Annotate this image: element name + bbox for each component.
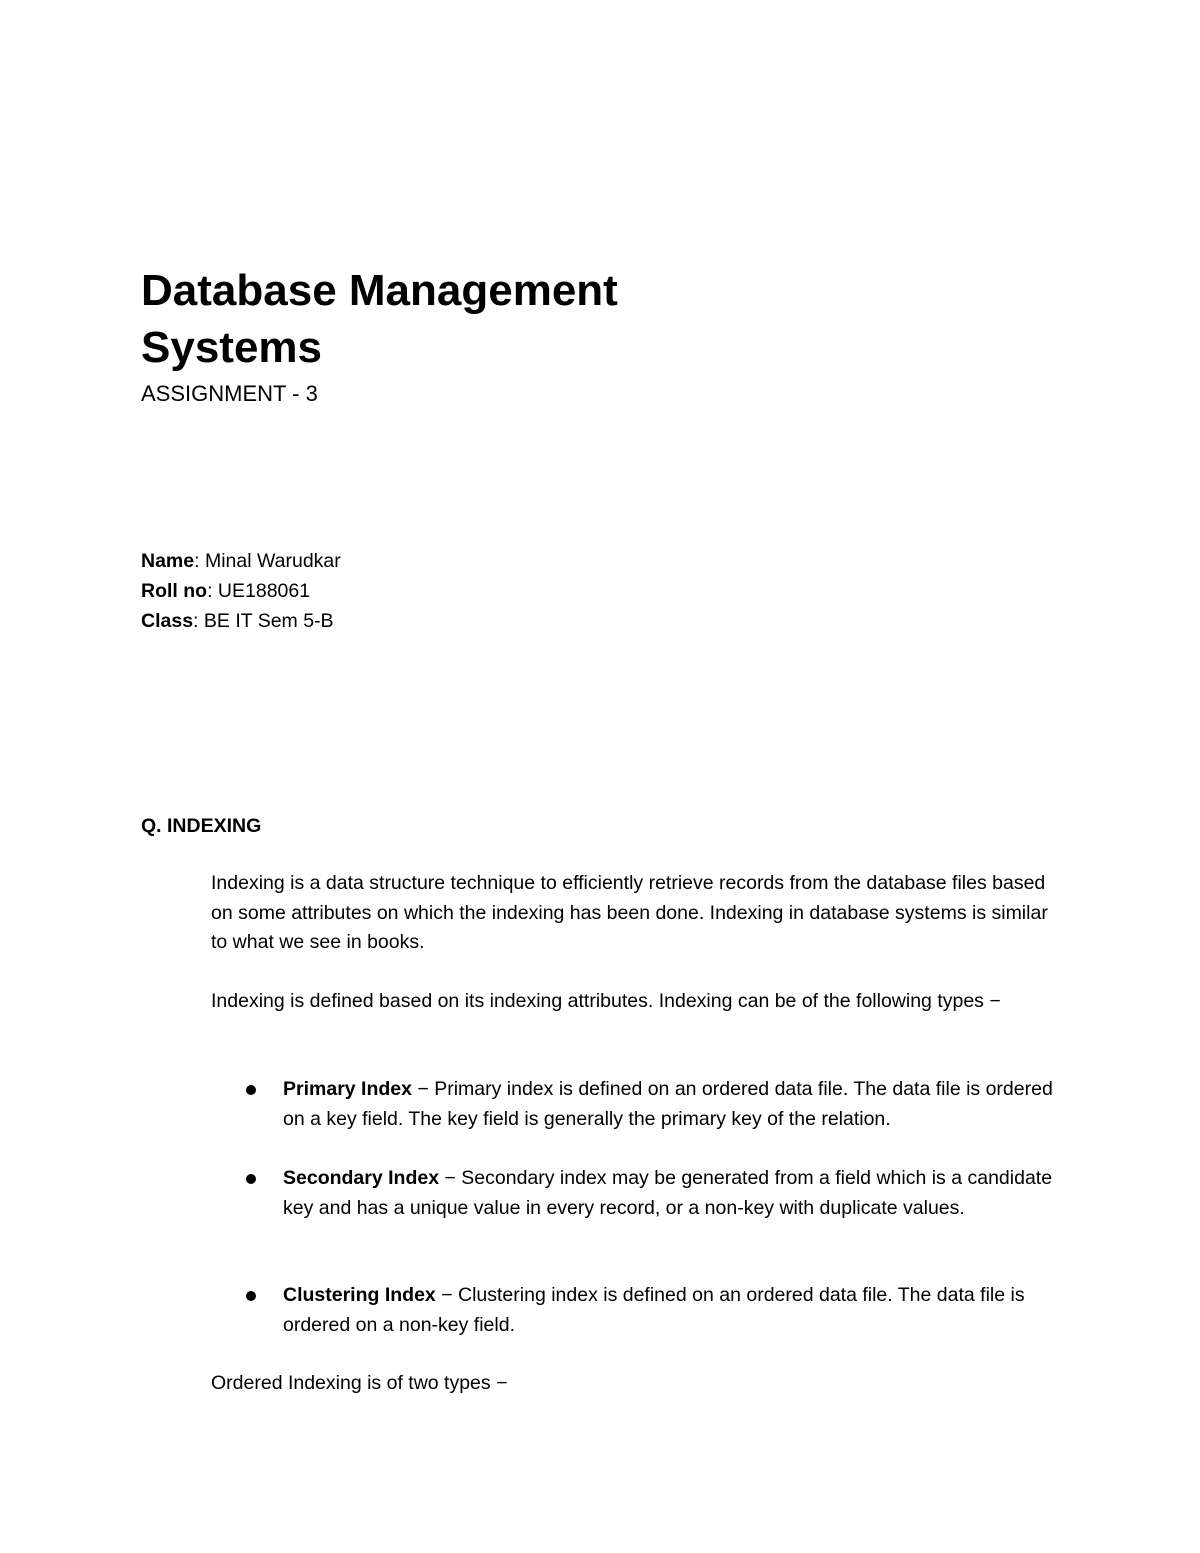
- bullet-icon: [246, 1174, 256, 1184]
- class-row: [141, 606, 341, 636]
- bullet-icon: [246, 1291, 256, 1301]
- list-item-text: [283, 1281, 1063, 1340]
- student-info: [141, 546, 341, 636]
- list-item-text: [283, 1164, 1063, 1223]
- document-title: Database Management Systems: [141, 266, 618, 372]
- list-item-text: [283, 1075, 1063, 1134]
- paragraph-types: Indexing is defined based on its indexing attributes. Indexing can be of the following types −: [211, 990, 1001, 1012]
- list-item-description: − Secondary index may be generated from a field which is a candidate key and has a unique value in every record, or a non-key with duplicate values.: [283, 1167, 1053, 1219]
- class-value: : BE IT Sem 5-B: [193, 610, 334, 632]
- roll-row: [141, 576, 341, 606]
- assignment-subtitle: ASSIGNMENT - 3: [141, 381, 318, 406]
- list-item-description: − Primary index is defined on an ordered data file. The data file is ordered on a key field. The key field is generally the primary key of the relation.: [283, 1078, 1053, 1130]
- list-item-term: Secondary Index: [283, 1167, 440, 1189]
- name-label: Name: [141, 550, 195, 572]
- bullet-icon: [246, 1085, 256, 1095]
- paragraph-ordered-indexing: Ordered Indexing is of two types −: [211, 1372, 508, 1394]
- class-label: Class: [141, 610, 194, 632]
- paragraph-intro: Indexing is a data structure technique to efficiently retrieve records from the database files based on some attributes on which the indexing has been done. Indexing in database systems is similar to what we see in books.: [211, 872, 1048, 953]
- list-item-description: − Clustering index is defined on an ordered data file. The data file is ordered on a non-key field.: [283, 1284, 1025, 1336]
- name-row: [141, 546, 341, 576]
- list-item-term: Primary Index: [283, 1078, 412, 1100]
- roll-label: Roll no: [141, 580, 208, 602]
- roll-value: : UE188061: [207, 580, 311, 602]
- name-value: : Minal Warudkar: [194, 550, 341, 572]
- list-item-term: Clustering Index: [283, 1284, 436, 1306]
- question-heading: Q. INDEXING: [141, 815, 262, 837]
